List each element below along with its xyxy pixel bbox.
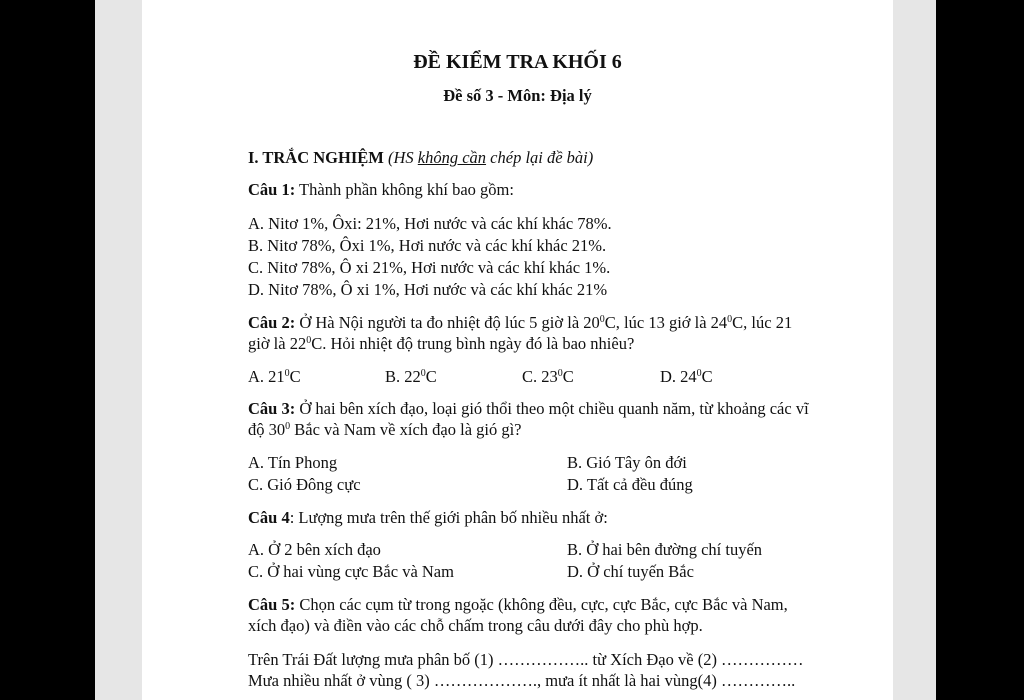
- question-2-label: Câu 2:: [248, 313, 296, 332]
- q2-text-c: C, lúc 21: [732, 313, 793, 332]
- q3-option-a: A. Tín Phong: [248, 453, 338, 472]
- q1-option-a: A. Nitơ 1%, Ôxi: 21%, Hơi nước và các khí khác 78%.: [248, 214, 612, 233]
- section-note-underlined: không cần: [417, 148, 487, 167]
- q1-option-c: C. Nitơ 78%, Ô xi 21%, Hơi nước và các khí khác 1%.: [248, 258, 611, 277]
- question-4: [248, 508, 608, 528]
- section-note-open: (HS: [387, 148, 418, 167]
- question-4-label: Câu 4: [248, 508, 290, 527]
- question-3-line-1: [248, 399, 809, 419]
- degree-mark: 0: [285, 421, 291, 432]
- q5-fill-line-2: Mưa nhiều nhất ở vùng ( 3) ………………., mưa ít nhất là hai vùng(4) …………..: [248, 671, 796, 690]
- q2-option-d: [660, 367, 713, 390]
- q3-text-b: độ 30: [248, 420, 286, 439]
- degree-mark: 0: [557, 368, 563, 379]
- q3-option-d: D. Tất cả đều đúng: [567, 475, 693, 494]
- q5-fill-line-1: Trên Trái Đất lượng mưa phân bố (1) …………….. từ Xích Đạo về (2) ……………: [248, 650, 804, 669]
- degree-mark: 0: [306, 335, 312, 346]
- q1-option-b: B. Nitơ 78%, Ôxi 1%, Hơi nước và các khí khác 21%.: [248, 236, 607, 255]
- right-margin: [893, 0, 936, 700]
- section-note-close: chép lại đề bài): [486, 148, 594, 167]
- degree-mark: 0: [599, 314, 605, 325]
- q2-option-c: [522, 367, 574, 390]
- q2-option-b-unit: C: [425, 367, 437, 386]
- q2-option-d-value: D. 24: [660, 367, 697, 386]
- q4-option-c: C. Ở hai vùng cực Bắc và Nam: [248, 562, 454, 581]
- q2-option-b-value: B. 22: [385, 367, 421, 386]
- q2-option-a: [248, 367, 301, 390]
- question-2-line-1: [248, 313, 792, 336]
- q3-option-b: B. Gió Tây ôn đới: [567, 453, 687, 472]
- q2-option-c-unit: C: [562, 367, 574, 386]
- question-1-label: Câu 1:: [248, 180, 296, 199]
- question-4-text: : Lượng mưa trên thế giới phân bố nhiều nhất ở:: [289, 508, 608, 527]
- q2-option-a-unit: C: [289, 367, 301, 386]
- question-3-label: Câu 3:: [248, 399, 296, 418]
- degree-mark: 0: [420, 368, 426, 379]
- section-note: [388, 148, 593, 167]
- question-1: [248, 180, 514, 200]
- q4-option-d: D. Ở chí tuyến Bắc: [567, 562, 694, 581]
- document-title: ĐỀ KIỂM TRA KHỐI 6: [413, 51, 622, 73]
- q2-text-a: Ở Hà Nội người ta đo nhiệt độ lúc 5 giờ là 20: [295, 313, 600, 332]
- q2-option-d-unit: C: [701, 367, 713, 386]
- q3-text-a: Ở hai bên xích đạo, loại gió thổi theo một chiều quanh năm, từ khoảng các vĩ: [295, 399, 809, 418]
- q2-text-d: giờ là 22: [248, 334, 307, 353]
- q2-text-e: C. Hỏi nhiệt độ trung bình ngày đó là bao nhiêu?: [311, 334, 635, 353]
- q5-text-a: Chọn các cụm từ trong ngoặc (không đều, cực, cực Bắc, cực Bắc và Nam,: [295, 595, 788, 614]
- q3-text-c: Bắc và Nam về xích đạo là gió gì?: [290, 420, 522, 439]
- q3-option-c: C. Gió Đông cực: [248, 475, 361, 494]
- section-heading-text: I. TRẮC NGHIỆM: [248, 148, 384, 167]
- q2-option-b: [385, 367, 437, 390]
- question-2-line-2: [248, 334, 634, 357]
- q2-text-b: C, lúc 13 giớ là 24: [604, 313, 728, 332]
- degree-mark: 0: [284, 368, 290, 379]
- question-3-line-2: [248, 420, 522, 443]
- q1-option-d: D. Nitơ 78%, Ô xi 1%, Hơi nước và các khí khác 21%: [248, 280, 608, 299]
- question-5-label: Câu 5:: [248, 595, 296, 614]
- document-subtitle: Đề số 3 - Môn: Địa lý: [443, 86, 592, 105]
- section-heading: [248, 148, 593, 168]
- q2-option-a-value: A. 21: [248, 367, 285, 386]
- q4-option-b: B. Ở hai bên đường chí tuyến: [567, 540, 763, 559]
- left-margin: [95, 0, 142, 700]
- degree-mark: 0: [696, 368, 702, 379]
- question-1-text: Thành phần không khí bao gồm:: [295, 180, 514, 199]
- degree-mark: 0: [727, 314, 733, 325]
- q2-option-c-value: C. 23: [522, 367, 558, 386]
- q4-option-a: A. Ở 2 bên xích đạo: [248, 540, 381, 559]
- question-5-line-1: [248, 595, 788, 615]
- question-5-line-2: xích đạo) và điền vào các chỗ chấm trong câu dưới đây cho phù hợp.: [248, 616, 703, 635]
